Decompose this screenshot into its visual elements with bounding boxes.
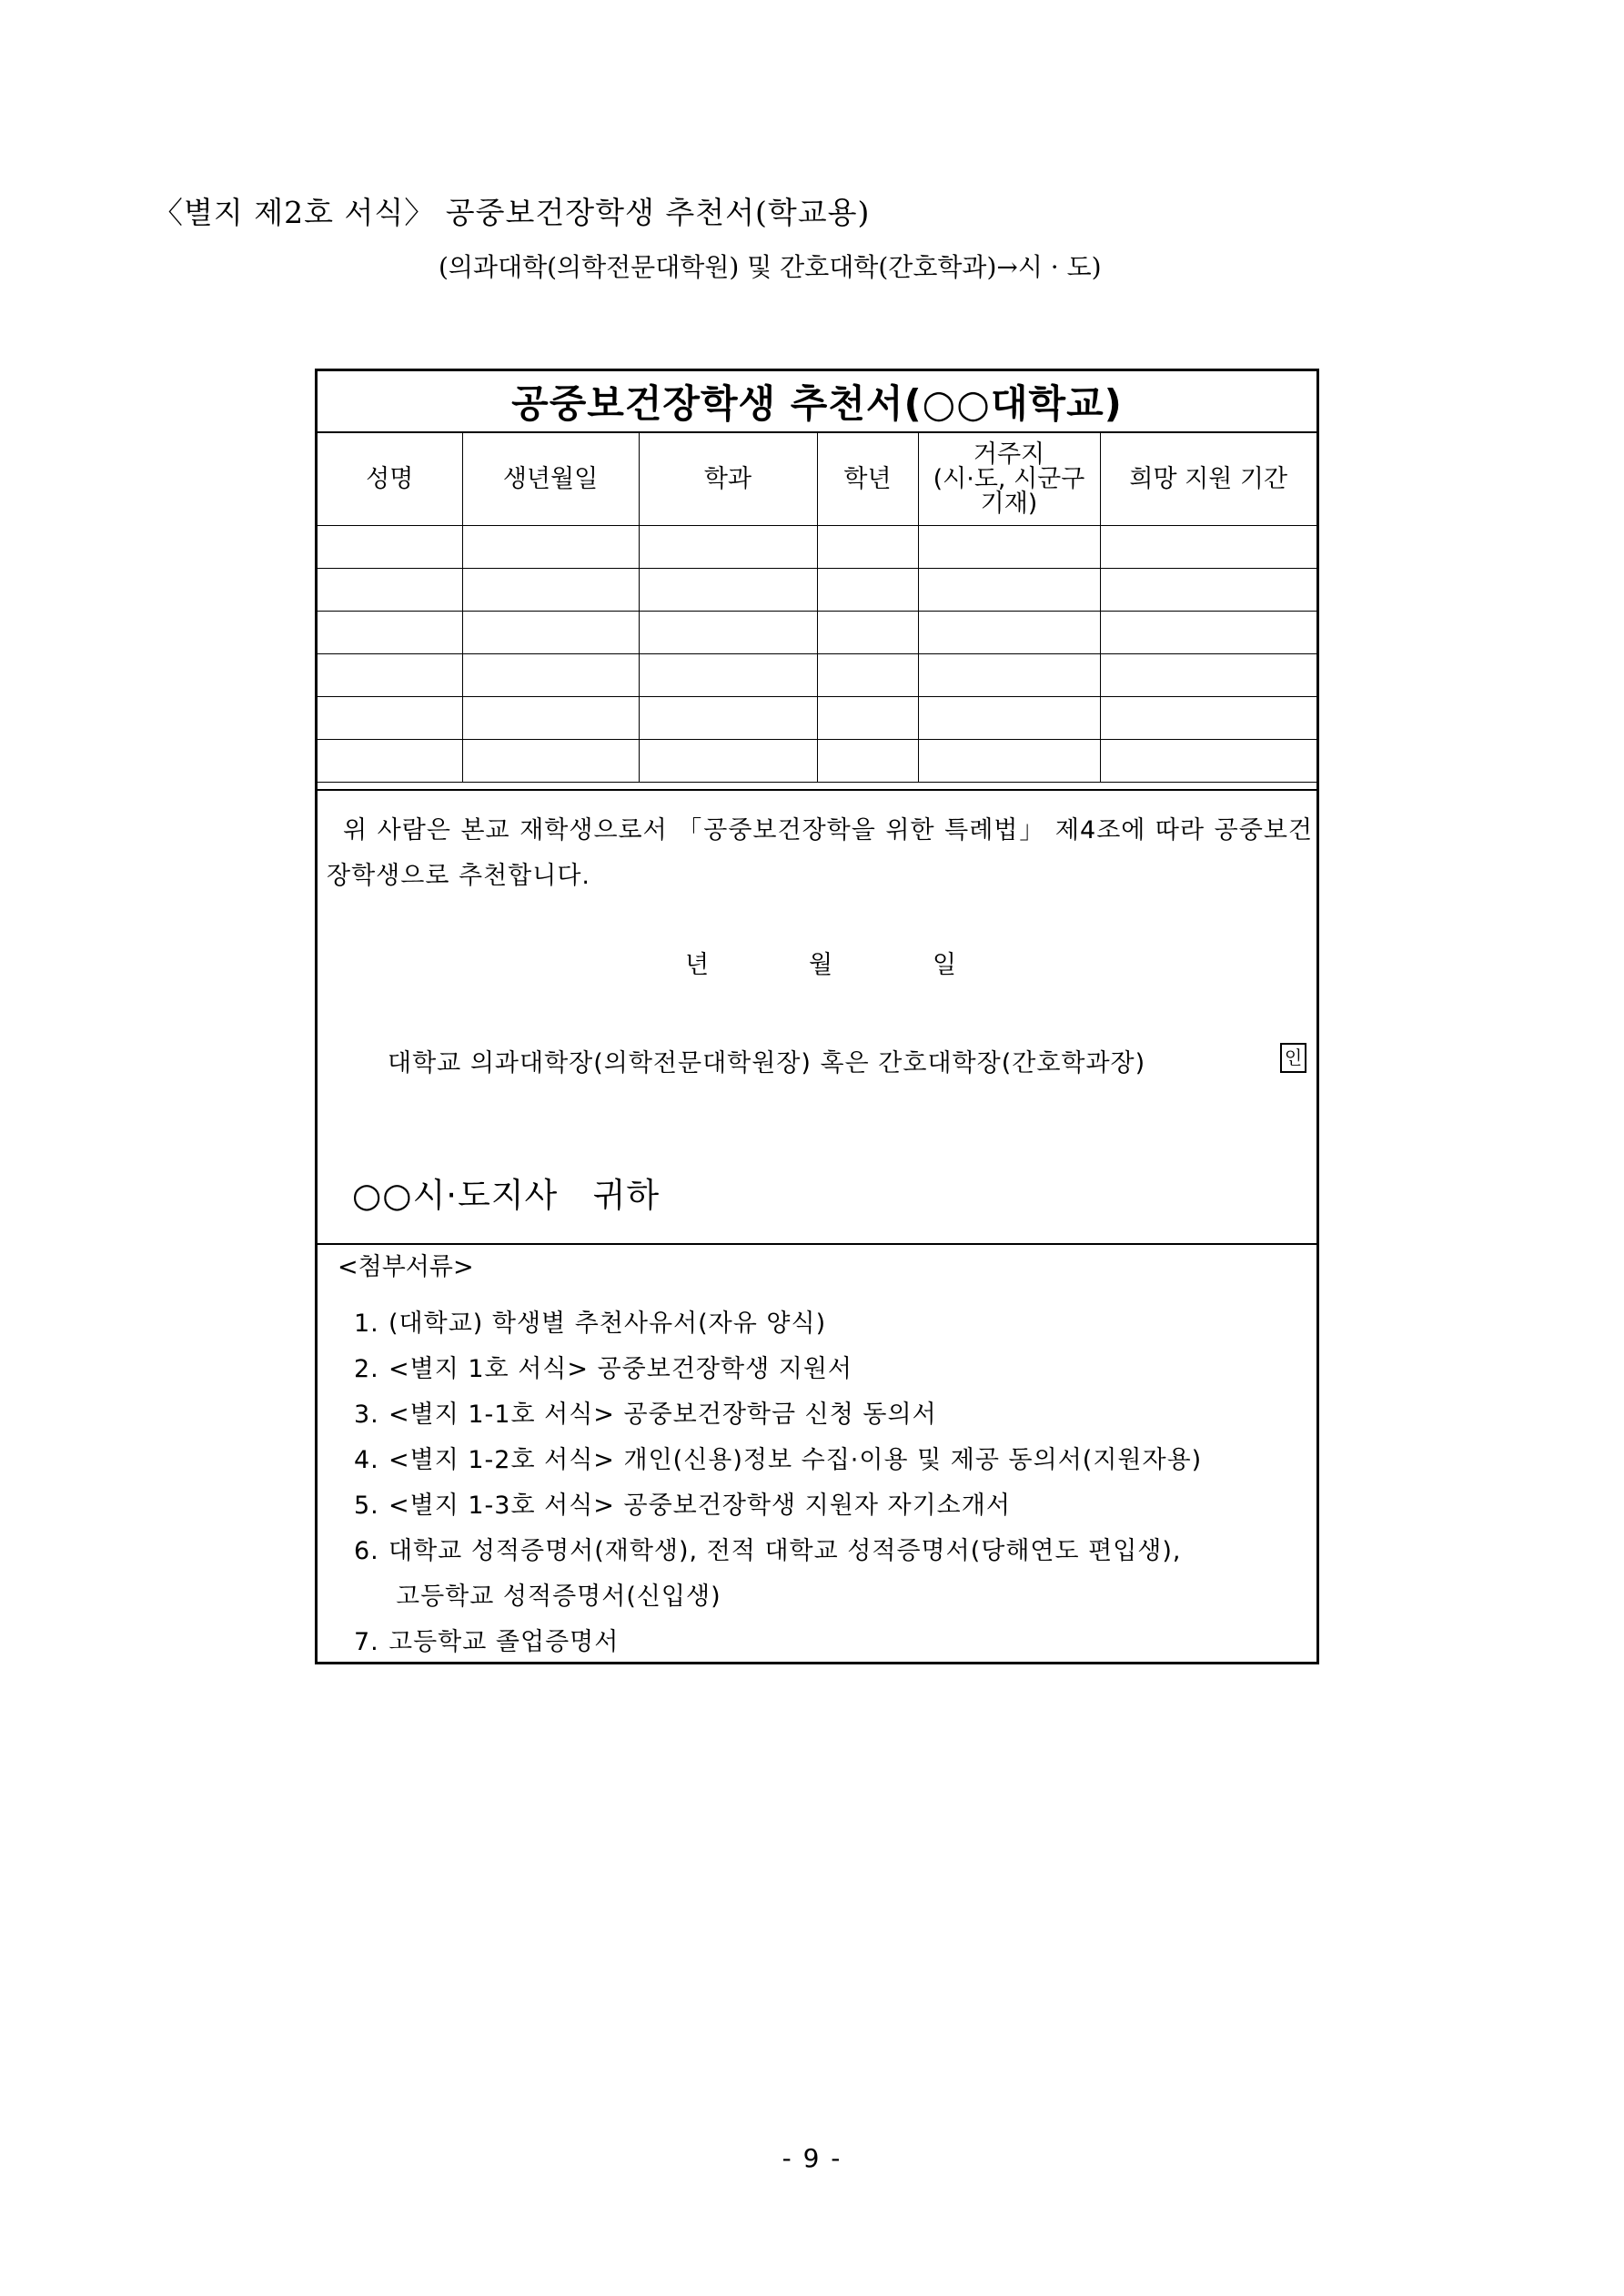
date-month-label: 월 (809, 951, 833, 979)
table-cell (639, 569, 817, 612)
form-header-subtitle: (의과대학(의학전문대학원) 및 간호대학(간호학과)→시 · 도) (439, 252, 1102, 282)
attachment-number: 3. (354, 1401, 379, 1429)
table-cell (918, 697, 1100, 740)
table-cell (918, 654, 1100, 697)
table-cell (462, 569, 639, 612)
attachment-number: 1. (354, 1310, 379, 1338)
table-cell (817, 569, 918, 612)
table-cell (918, 569, 1100, 612)
attachment-item (354, 1438, 1309, 1483)
attachment-item (354, 1529, 1309, 1574)
attachment-text: (대학교) 학생별 추천사유서(자유 양식) (388, 1310, 827, 1338)
table-cell (462, 654, 639, 697)
attachment-text: <별지 1-2호 서식> 개인(신용)정보 수집·이용 및 제공 동의서(지원자용) (388, 1446, 1203, 1474)
attachments-divider (318, 1243, 1316, 1245)
table-cell (639, 526, 817, 569)
page-number: - 9 - (782, 2143, 842, 2173)
attachment-text: <별지 1-3호 서식> 공중보건장학생 지원자 자기소개서 (388, 1492, 1011, 1520)
column-header-department: 학과 (639, 433, 817, 526)
table-cell (318, 526, 462, 569)
table-cell (639, 612, 817, 654)
table-cell (462, 612, 639, 654)
table-row (318, 697, 1316, 740)
column-header-residence: 거주지 (시·도, 시군구 기재) (918, 433, 1100, 526)
attachment-item (354, 1347, 1309, 1392)
table-cell (1100, 569, 1316, 612)
attachment-text: <별지 1-1호 서식> 공중보건장학금 신청 동의서 (388, 1401, 937, 1429)
table-cell (1100, 697, 1316, 740)
column-header-grade: 학년 (817, 433, 918, 526)
date-day-label: 일 (933, 951, 957, 979)
table-row (318, 569, 1316, 612)
table-bottom-divider (318, 789, 1316, 791)
table-cell (817, 740, 918, 783)
date-year-label: 년 (685, 951, 710, 979)
attachment-number: 5. (354, 1492, 379, 1520)
recipient-line: ○○시·도지사 귀하 (352, 1176, 661, 1215)
table-cell (462, 697, 639, 740)
table-row (318, 740, 1316, 783)
table-cell (817, 654, 918, 697)
attachment-number: 7. (354, 1628, 379, 1656)
table-cell (318, 697, 462, 740)
attachment-text: <별지 1호 서식> 공중보건장학생 지원서 (388, 1355, 852, 1383)
table-cell (639, 654, 817, 697)
date-line (318, 945, 1316, 981)
table-cell (1100, 612, 1316, 654)
attachment-text: 대학교 성적증명서(재학생), 전적 대학교 성적증명서(당해연도 편입생), (388, 1537, 1182, 1565)
table-row (318, 654, 1316, 697)
attachment-item (354, 1620, 1309, 1665)
form-header-title: 〈별지 제2호 서식〉 공중보건장학생 추천서(학교용) (153, 195, 871, 230)
student-table (318, 433, 1316, 783)
table-cell (918, 740, 1100, 783)
table-cell (1100, 654, 1316, 697)
table-cell (918, 526, 1100, 569)
signer-line: 대학교 의과대학장(의학전문대학원장) 혹은 간호대학장(간호학과장) (388, 1049, 1146, 1077)
attachment-number: 2. (354, 1355, 379, 1383)
table-cell (1100, 740, 1316, 783)
attachment-number: 4. (354, 1446, 379, 1474)
attachment-item (354, 1483, 1309, 1529)
table-cell (318, 740, 462, 783)
seal-mark: 인 (1280, 1043, 1306, 1073)
table-cell (817, 612, 918, 654)
attachments-label: <첨부서류> (338, 1253, 474, 1281)
column-header-support-period: 희망 지원 기간 (1100, 433, 1316, 526)
recommendation-statement: 위 사람은 본교 재학생으로서 「공중보건장학을 위한 특례법」 제4조에 따라 공중보건장학생으로 추천합니다. (327, 816, 1313, 890)
attachments-list (354, 1301, 1309, 1665)
table-header-row (318, 433, 1316, 526)
recommendation-form (315, 369, 1319, 1664)
form-title: 공중보건장학생 추천서(○○대학교) (318, 371, 1316, 433)
table-row (318, 612, 1316, 654)
table-cell (918, 612, 1100, 654)
table-cell (318, 654, 462, 697)
table-cell (318, 569, 462, 612)
column-header-name: 성명 (318, 433, 462, 526)
table-cell (462, 740, 639, 783)
column-header-birthdate: 생년월일 (462, 433, 639, 526)
table-cell (817, 697, 918, 740)
table-cell (318, 612, 462, 654)
attachment-number: 6. (354, 1537, 379, 1565)
table-cell (1100, 526, 1316, 569)
table-cell (639, 697, 817, 740)
attachment-item (354, 1392, 1309, 1438)
attachment-item (354, 1301, 1309, 1347)
attachment-item (354, 1574, 1309, 1620)
attachment-text: 고등학교 졸업증명서 (388, 1628, 620, 1656)
table-cell (817, 526, 918, 569)
table-row (318, 526, 1316, 569)
table-cell (639, 740, 817, 783)
attachment-text: 고등학교 성적증명서(신입생) (396, 1583, 721, 1611)
table-cell (462, 526, 639, 569)
